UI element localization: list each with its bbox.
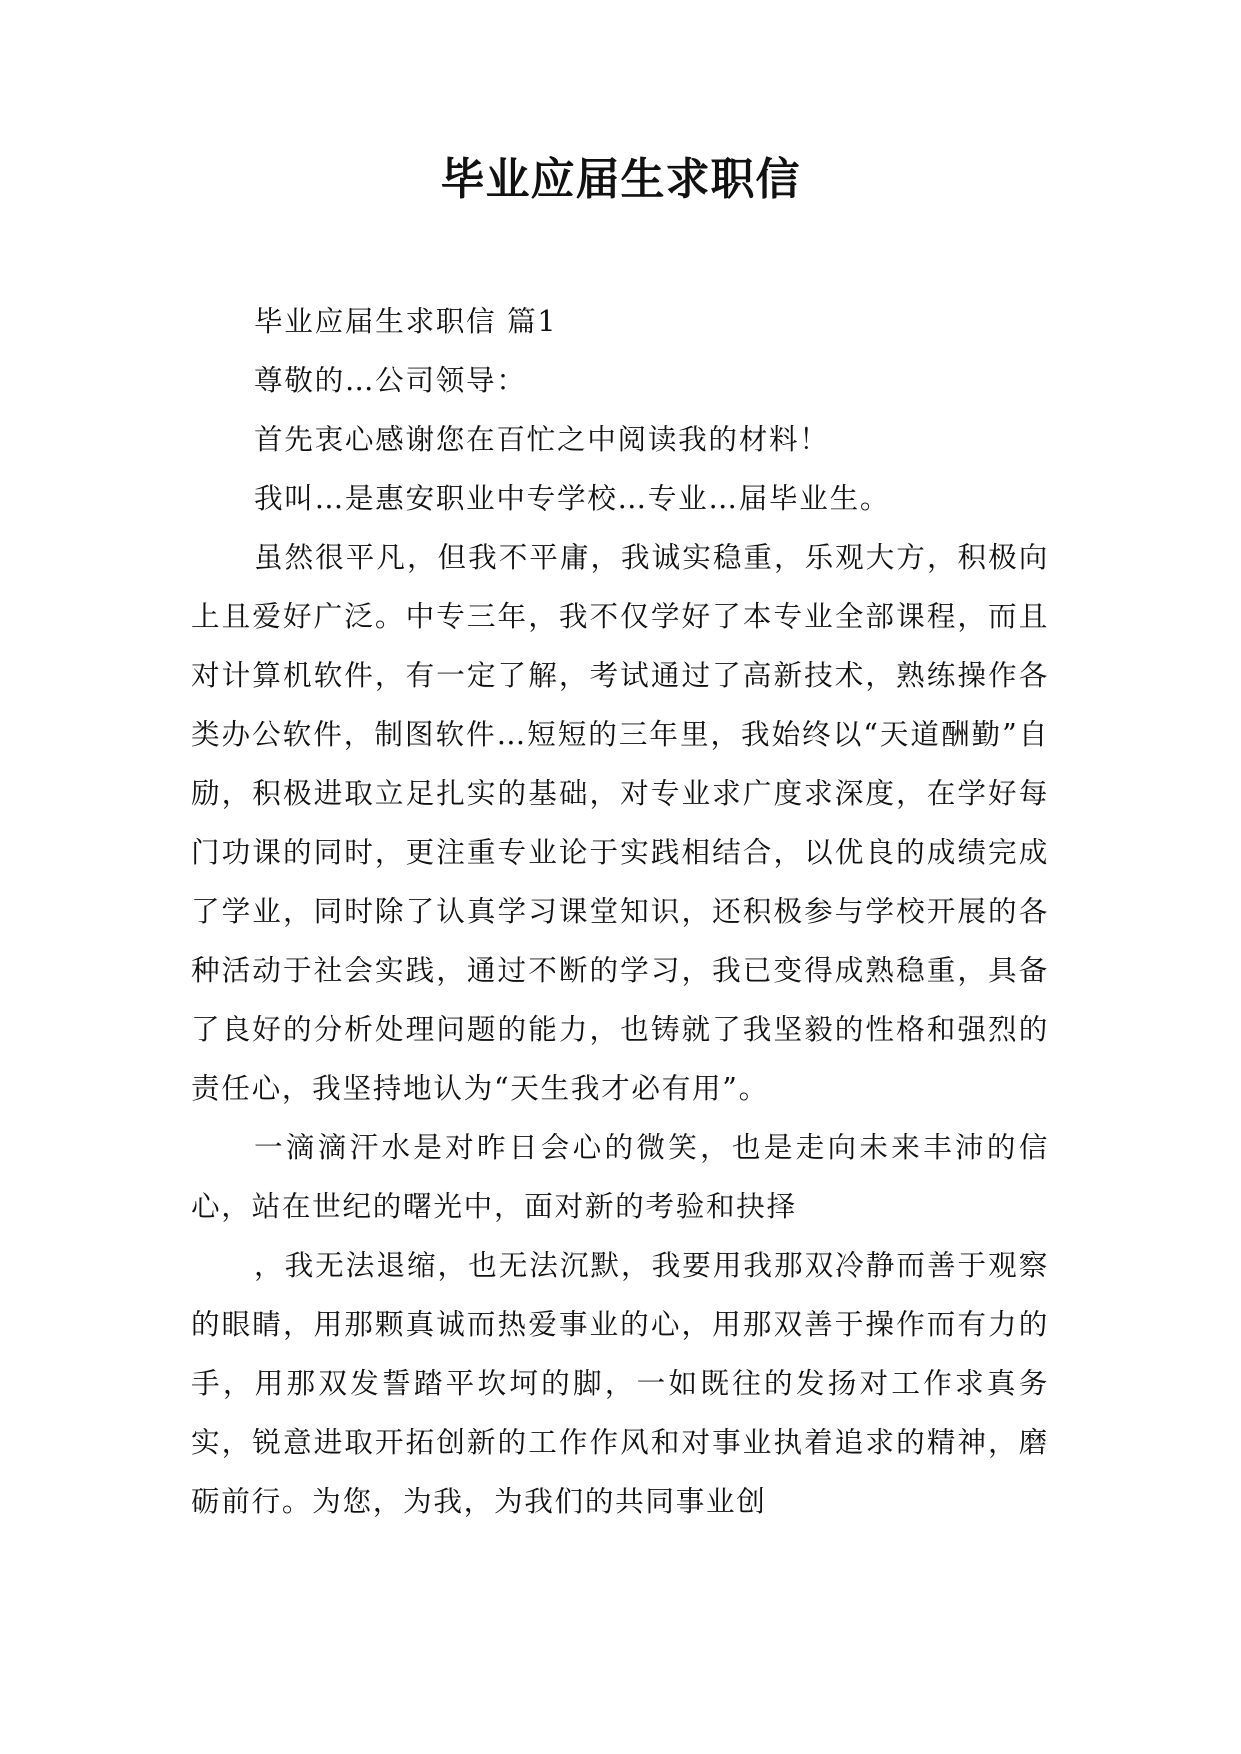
salutation: 尊敬的…公司领导： — [254, 363, 527, 397]
paragraph-thanks: 首先衷心感谢您在百忙之中阅读我的材料！ — [254, 422, 830, 456]
paragraph-commitment: ，我无法退缩，也无法沉默，我要用我那双冷静而善于观察的眼睛，用那颗真诚而热爱事业的心，用那双善于操作而有力的手，用那双发誓踏平坎坷的脚，一如既往的发扬对工作求真务实，锐意进取开拓创新的工作作风和对事业执着追求的精神，磨砺前行。为您，为我，为我们的共同事业创 — [191, 1248, 1049, 1518]
section-heading: 毕业应届生求职信 篇1 — [254, 304, 558, 338]
document-body — [191, 292, 1049, 1531]
paragraph-outlook: 一滴滴汗水是对昨日会心的微笑，也是走向未来丰沛的信心，站在世纪的曙光中，面对新的考验和抉择 — [191, 1130, 1049, 1223]
paragraph-self-description: 虽然很平凡，但我不平庸，我诚实稳重，乐观大方，积极向上且爱好广泛。中专三年，我不仅学好了本专业全部课程，而且对计算机软件，有一定了解，考试通过了高新技术，熟练操作各类办公软件，制图软件…短短的三年里，我始终以“天道酬勤”自励，积极进取立足扎实的基础，对专业求广度求深度，在学好每门功课的同时，更注重专业论于实践相结合，以优良的成绩完成了学业，同时除了认真学习课堂知识，还积极参与学校开展的各种活动于社会实践，通过不断的学习，我已变得成熟稳重，具备了良好的分析处理问题的能力，也铸就了我坚毅的性格和强烈的责任心，我坚持地认为“天生我才必有用”。 — [191, 540, 1049, 1105]
paragraph-intro: 我叫…是惠安职业中专学校…专业…届毕业生。 — [254, 481, 891, 515]
document-title: 毕业应届生求职信 — [440, 154, 801, 205]
